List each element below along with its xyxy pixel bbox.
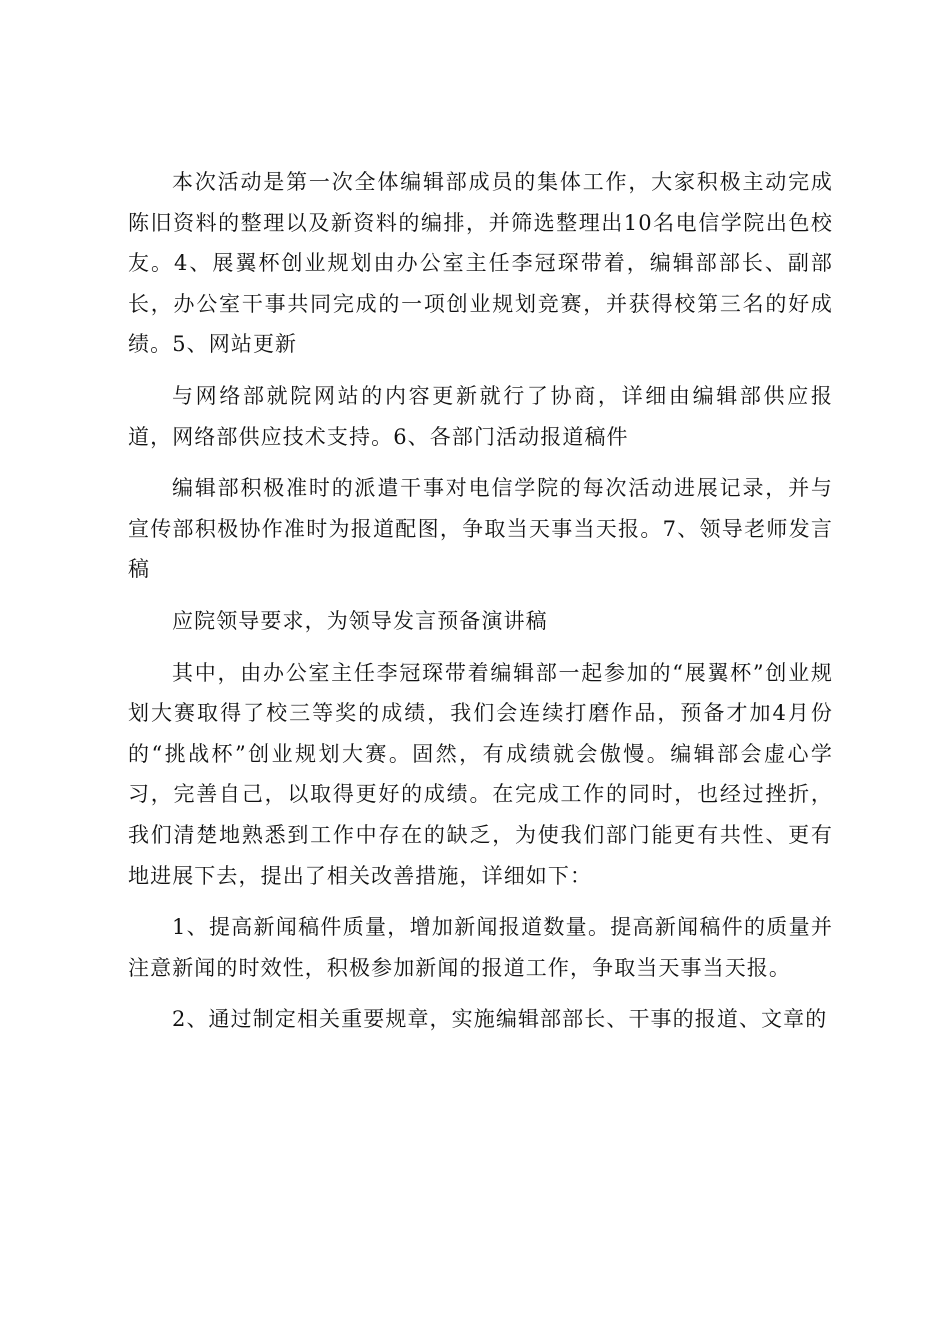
paragraph-competition-results: 其中，由办公室主任李冠琛带着编辑部一起参加的“展翼杯”创业规划大赛取得了校三等奖的成绩，我们会连续打磨作品，预备才加4月份的“挑战杯”创业规划大赛。固然，有成绩就会傲慢。编辑部会虚心学习，完善自己，以取得更好的成绩。在完成工作的同时，也经过挫折，我们清楚地熟悉到工作中存在的缺乏，为使我们部门能更有共性、更有地进展下去，提出了相关改善措施，详细如下：	[128, 660, 833, 888]
paragraph-speech-drafts: 应院领导要求，为领导发言预备演讲稿	[172, 608, 548, 633]
paragraph-website-update: 与网络部就院网站的内容更新就行了协商，详细由编辑部供应报道，网络部供应技术支持。6、各部门活动报道稿件	[128, 383, 833, 449]
paragraph-activity-summary: 本次活动是第一次全体编辑部成员的集体工作，大家积极主动完成陈旧资料的整理以及新资料的编排，并筛选整理出10名电信学院出色校友。4、展翼杯创业规划由办公室主任李冠琛带着，编辑部部长、副部长，办公室干事共同完成的一项创业规划竞赛，并获得校第三名的好成绩。5、网站更新	[128, 170, 833, 357]
paragraph-improvement-2: 2、通过制定相关重要规章，实施编辑部部长、干事的报道、文章的	[172, 1007, 828, 1032]
document-body	[128, 162, 833, 1040]
paragraph-activity-reports: 编辑部积极准时的派遣干事对电信学院的每次活动进展记录，并与宣传部积极协作准时为报道配图，争取当天事当天报。7、领导老师发言稿	[128, 476, 833, 582]
paragraph-improvement-1: 1、提高新闻稿件质量，增加新闻报道数量。提高新闻稿件的质量并注意新闻的时效性，积极参加新闻的报道工作，争取当天事当天报。	[128, 915, 833, 980]
